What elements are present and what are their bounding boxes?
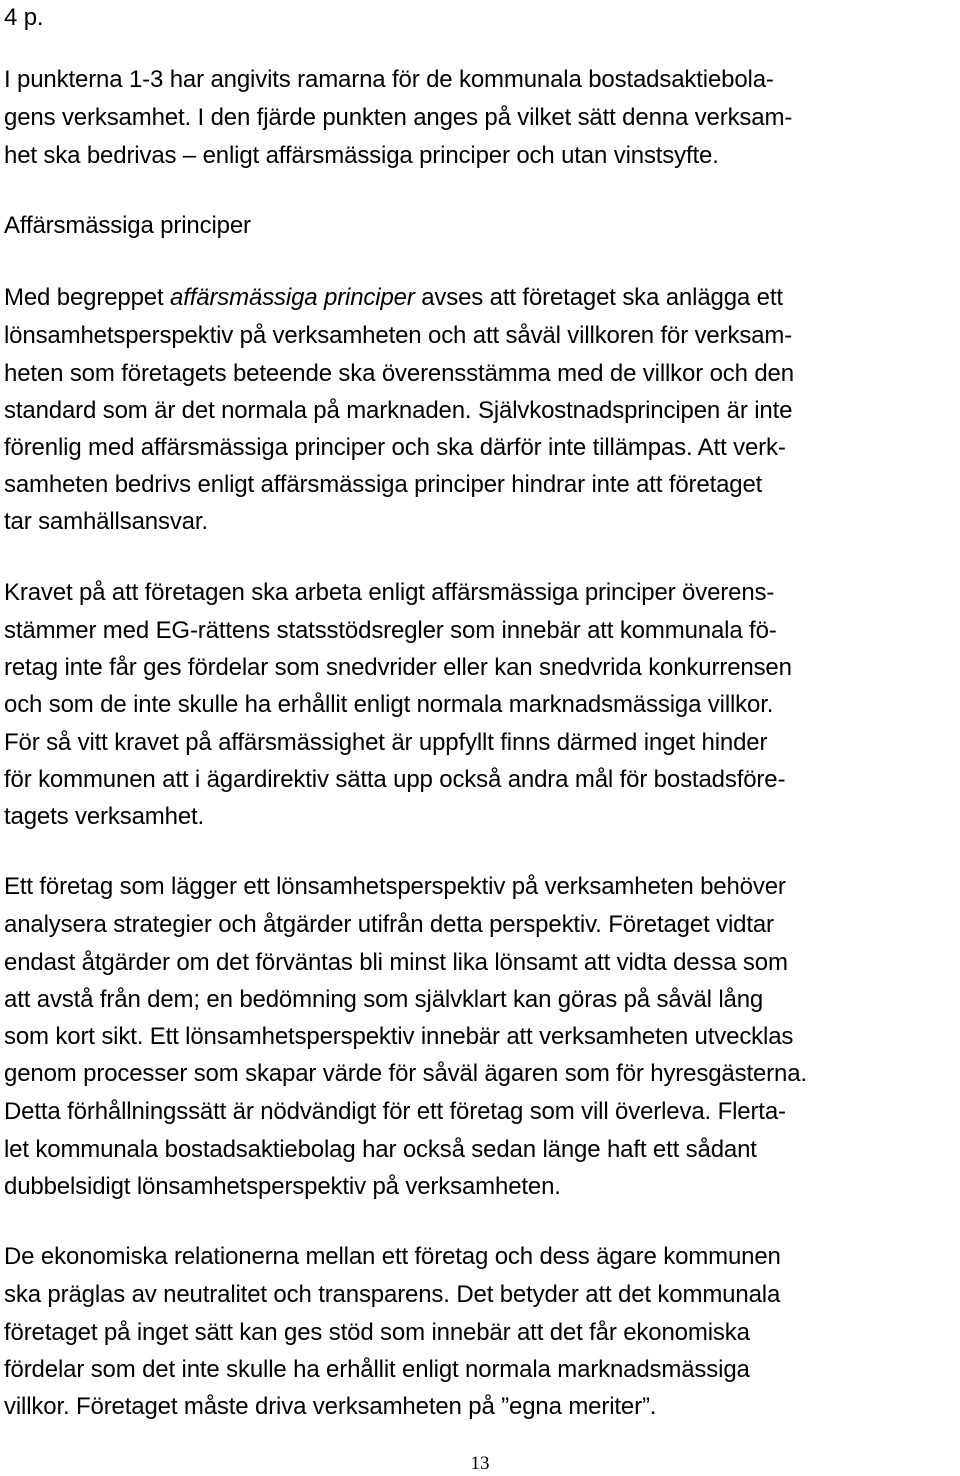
paragraph-line: För så vitt kravet på affärsmässighet är uppfyllt finns därmed inget hinder [4, 729, 768, 756]
paragraph-line: tagets verksamhet. [4, 803, 205, 830]
paragraph-line: stämmer med EG-rättens statsstödsregler som innebär att kommunala fö- [4, 617, 777, 644]
paragraph-line: Ett företag som lägger ett lönsamhetsperspektiv på verksamheten behöver [4, 873, 786, 900]
paragraph-line: standard som är det normala på marknaden. Självkostnadsprincipen är inte [4, 397, 793, 424]
paragraph-line: tar samhällsansvar. [4, 508, 208, 535]
page-reference: 4 p. [4, 4, 44, 31]
text-run: avses att företaget ska anlägga ett [414, 284, 783, 311]
paragraph-line: ska präglas av neutralitet och transparens. Det betyder att det kommunala [4, 1281, 781, 1308]
paragraph-line: och som de inte skulle ha erhållit enligt normala marknadsmässiga villkor. [4, 691, 774, 718]
paragraph-line: retag inte får ges fördelar som snedvrider eller kan snedvrida konkurrensen [4, 654, 792, 681]
emphasized-term: affärsmässiga principer [170, 284, 415, 311]
paragraph-line: för kommunen att i ägardirektiv sätta upp också andra mål för bostadsföre- [4, 766, 786, 793]
paragraph-line: lönsamhetsperspektiv på verksamheten och att såväl villkoren för verksam- [4, 322, 793, 349]
paragraph-line [4, 283, 783, 313]
paragraph-line: som kort sikt. Ett lönsamhetsperspektiv innebär att verksamheten utvecklas [4, 1023, 794, 1050]
paragraph-line: dubbelsidigt lönsamhetsperspektiv på verksamheten. [4, 1173, 561, 1200]
paragraph-line: analysera strategier och åtgärder utifrån detta perspektiv. Företaget vidtar [4, 911, 774, 938]
paragraph-line: att avstå från dem; en bedömning som självklart kan göras på såväl lång [4, 986, 764, 1013]
paragraph-line: fördelar som det inte skulle ha erhållit enligt normala marknadsmässiga [4, 1356, 750, 1383]
text-run: Med begreppet [4, 284, 171, 311]
paragraph-line: heten som företagets beteende ska överensstämma med de villkor och den [4, 360, 794, 387]
paragraph-line: Kravet på att företagen ska arbeta enligt affärsmässiga principer överens- [4, 579, 775, 606]
paragraph-line: De ekonomiska relationerna mellan ett företag och dess ägare kommunen [4, 1243, 781, 1270]
paragraph-line: Detta förhållningssätt är nödvändigt för ett företag som vill överleva. Flerta- [4, 1098, 786, 1125]
paragraph-line: förenlig med affärsmässiga principer och ska därför inte tillämpas. Att verk- [4, 434, 786, 461]
paragraph-line: samheten bedrivs enligt affärsmässiga principer hindrar inte att företaget [4, 471, 763, 498]
paragraph-line: gens verksamhet. I den fjärde punkten anges på vilket sätt denna verksam- [4, 104, 793, 131]
paragraph-line: endast åtgärder om det förväntas bli minst lika lönsamt att vidta dessa som [4, 949, 788, 976]
paragraph-line: företaget på inget sätt kan ges stöd som innebär att det får ekonomiska [4, 1319, 750, 1346]
paragraph-line: het ska bedrivas – enligt affärsmässiga principer och utan vinstsyfte. [4, 142, 719, 169]
paragraph-line: genom processer som skapar värde för såväl ägaren som för hyresgästerna. [4, 1060, 807, 1087]
section-heading: Affärsmässiga principer [4, 212, 251, 239]
paragraph-line: I punkterna 1-3 har angivits ramarna för de kommunala bostadsaktiebola- [4, 66, 774, 93]
page-number: 13 [470, 1453, 490, 1474]
paragraph-line: let kommunala bostadsaktiebolag har också sedan länge haft ett sådant [4, 1136, 757, 1163]
paragraph-line: villkor. Företaget måste driva verksamheten på ”egna meriter”. [4, 1393, 657, 1420]
